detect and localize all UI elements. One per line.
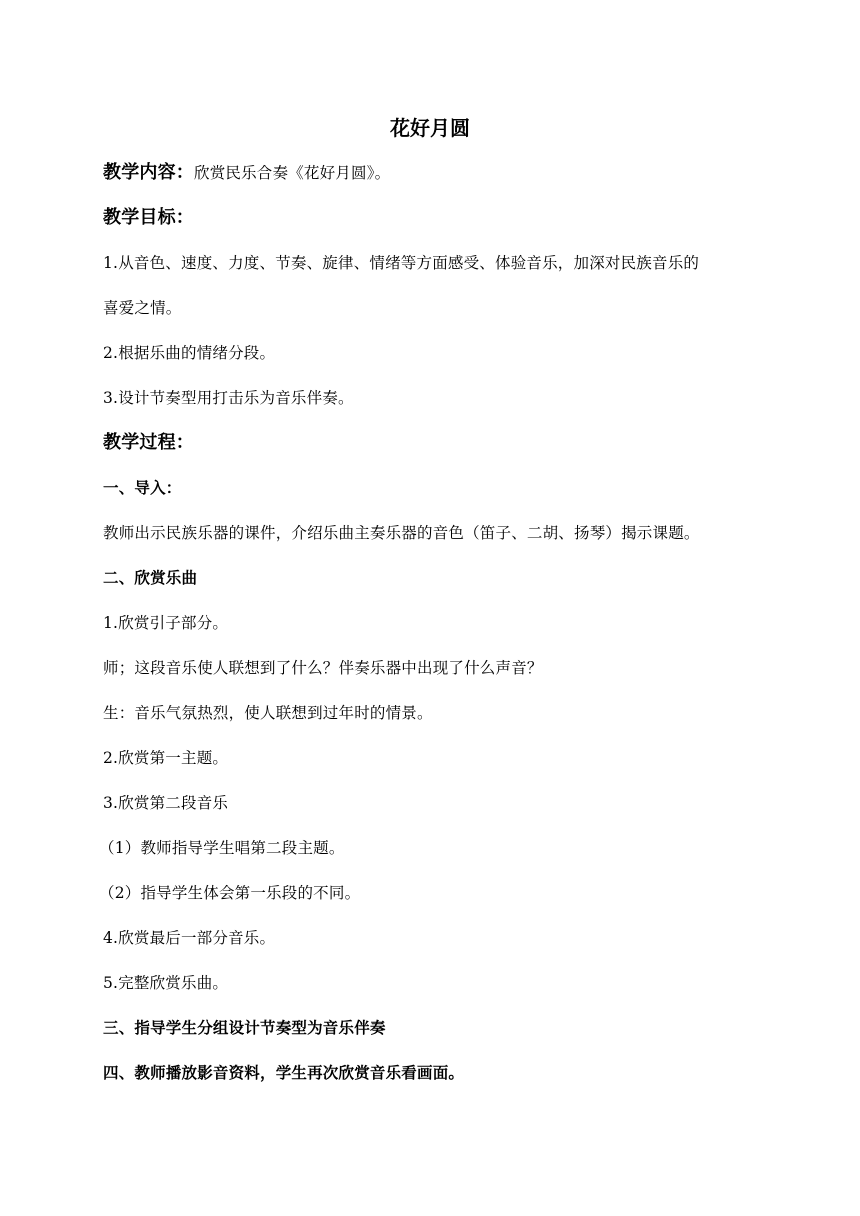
teaching-content-text: 欣赏民乐合奏《花好月圆》。	[194, 164, 391, 182]
teaching-content-line	[103, 162, 390, 184]
document-title: 花好月圆	[390, 116, 470, 140]
appreciation-line-4: 2.欣赏第一主题。	[103, 749, 229, 767]
section-appreciation-heading: 二、欣赏乐曲	[103, 569, 198, 587]
teaching-process-heading: 教学过程：	[103, 432, 194, 453]
appreciation-line-1: 1.欣赏引子部分。	[103, 614, 229, 632]
section-video-heading: 四、教师播放影音资料，学生再次欣赏音乐看画面。	[103, 1064, 465, 1082]
appreciation-line-2: 师；这段音乐使人联想到了什么？伴奏乐器中出现了什么声音？	[103, 659, 543, 677]
appreciation-line-7: （2）指导学生体会第一乐段的不同。	[99, 884, 361, 902]
section-intro-heading: 一、导入：	[103, 479, 182, 497]
goal-item-1-continued: 喜爱之情。	[103, 299, 182, 317]
goal-item-1: 1.从音色、速度、力度、节奏、旋律、情绪等方面感受、体验音乐，加深对民族音乐的	[103, 254, 700, 272]
section-rhythm-heading: 三、指导学生分组设计节奏型为音乐伴奏	[103, 1019, 386, 1037]
appreciation-line-9: 5.完整欣赏乐曲。	[103, 974, 229, 992]
appreciation-line-8: 4.欣赏最后一部分音乐。	[103, 929, 276, 947]
goal-item-3: 3.设计节奏型用打击乐为音乐伴奏。	[103, 389, 354, 407]
teaching-content-label: 教学内容：	[103, 162, 194, 183]
goal-item-2: 2.根据乐曲的情绪分段。	[103, 344, 276, 362]
teaching-goals-heading: 教学目标：	[103, 207, 194, 228]
appreciation-line-6: （1）教师指导学生唱第二段主题。	[99, 839, 345, 857]
section-intro-text: 教师出示民族乐器的课件，介绍乐曲主奏乐器的音色（笛子、二胡、扬琴）揭示课题。	[103, 524, 700, 542]
appreciation-line-5: 3.欣赏第二段音乐	[103, 794, 229, 812]
appreciation-line-3: 生：音乐气氛热烈，使人联想到过年时的情景。	[103, 704, 433, 722]
